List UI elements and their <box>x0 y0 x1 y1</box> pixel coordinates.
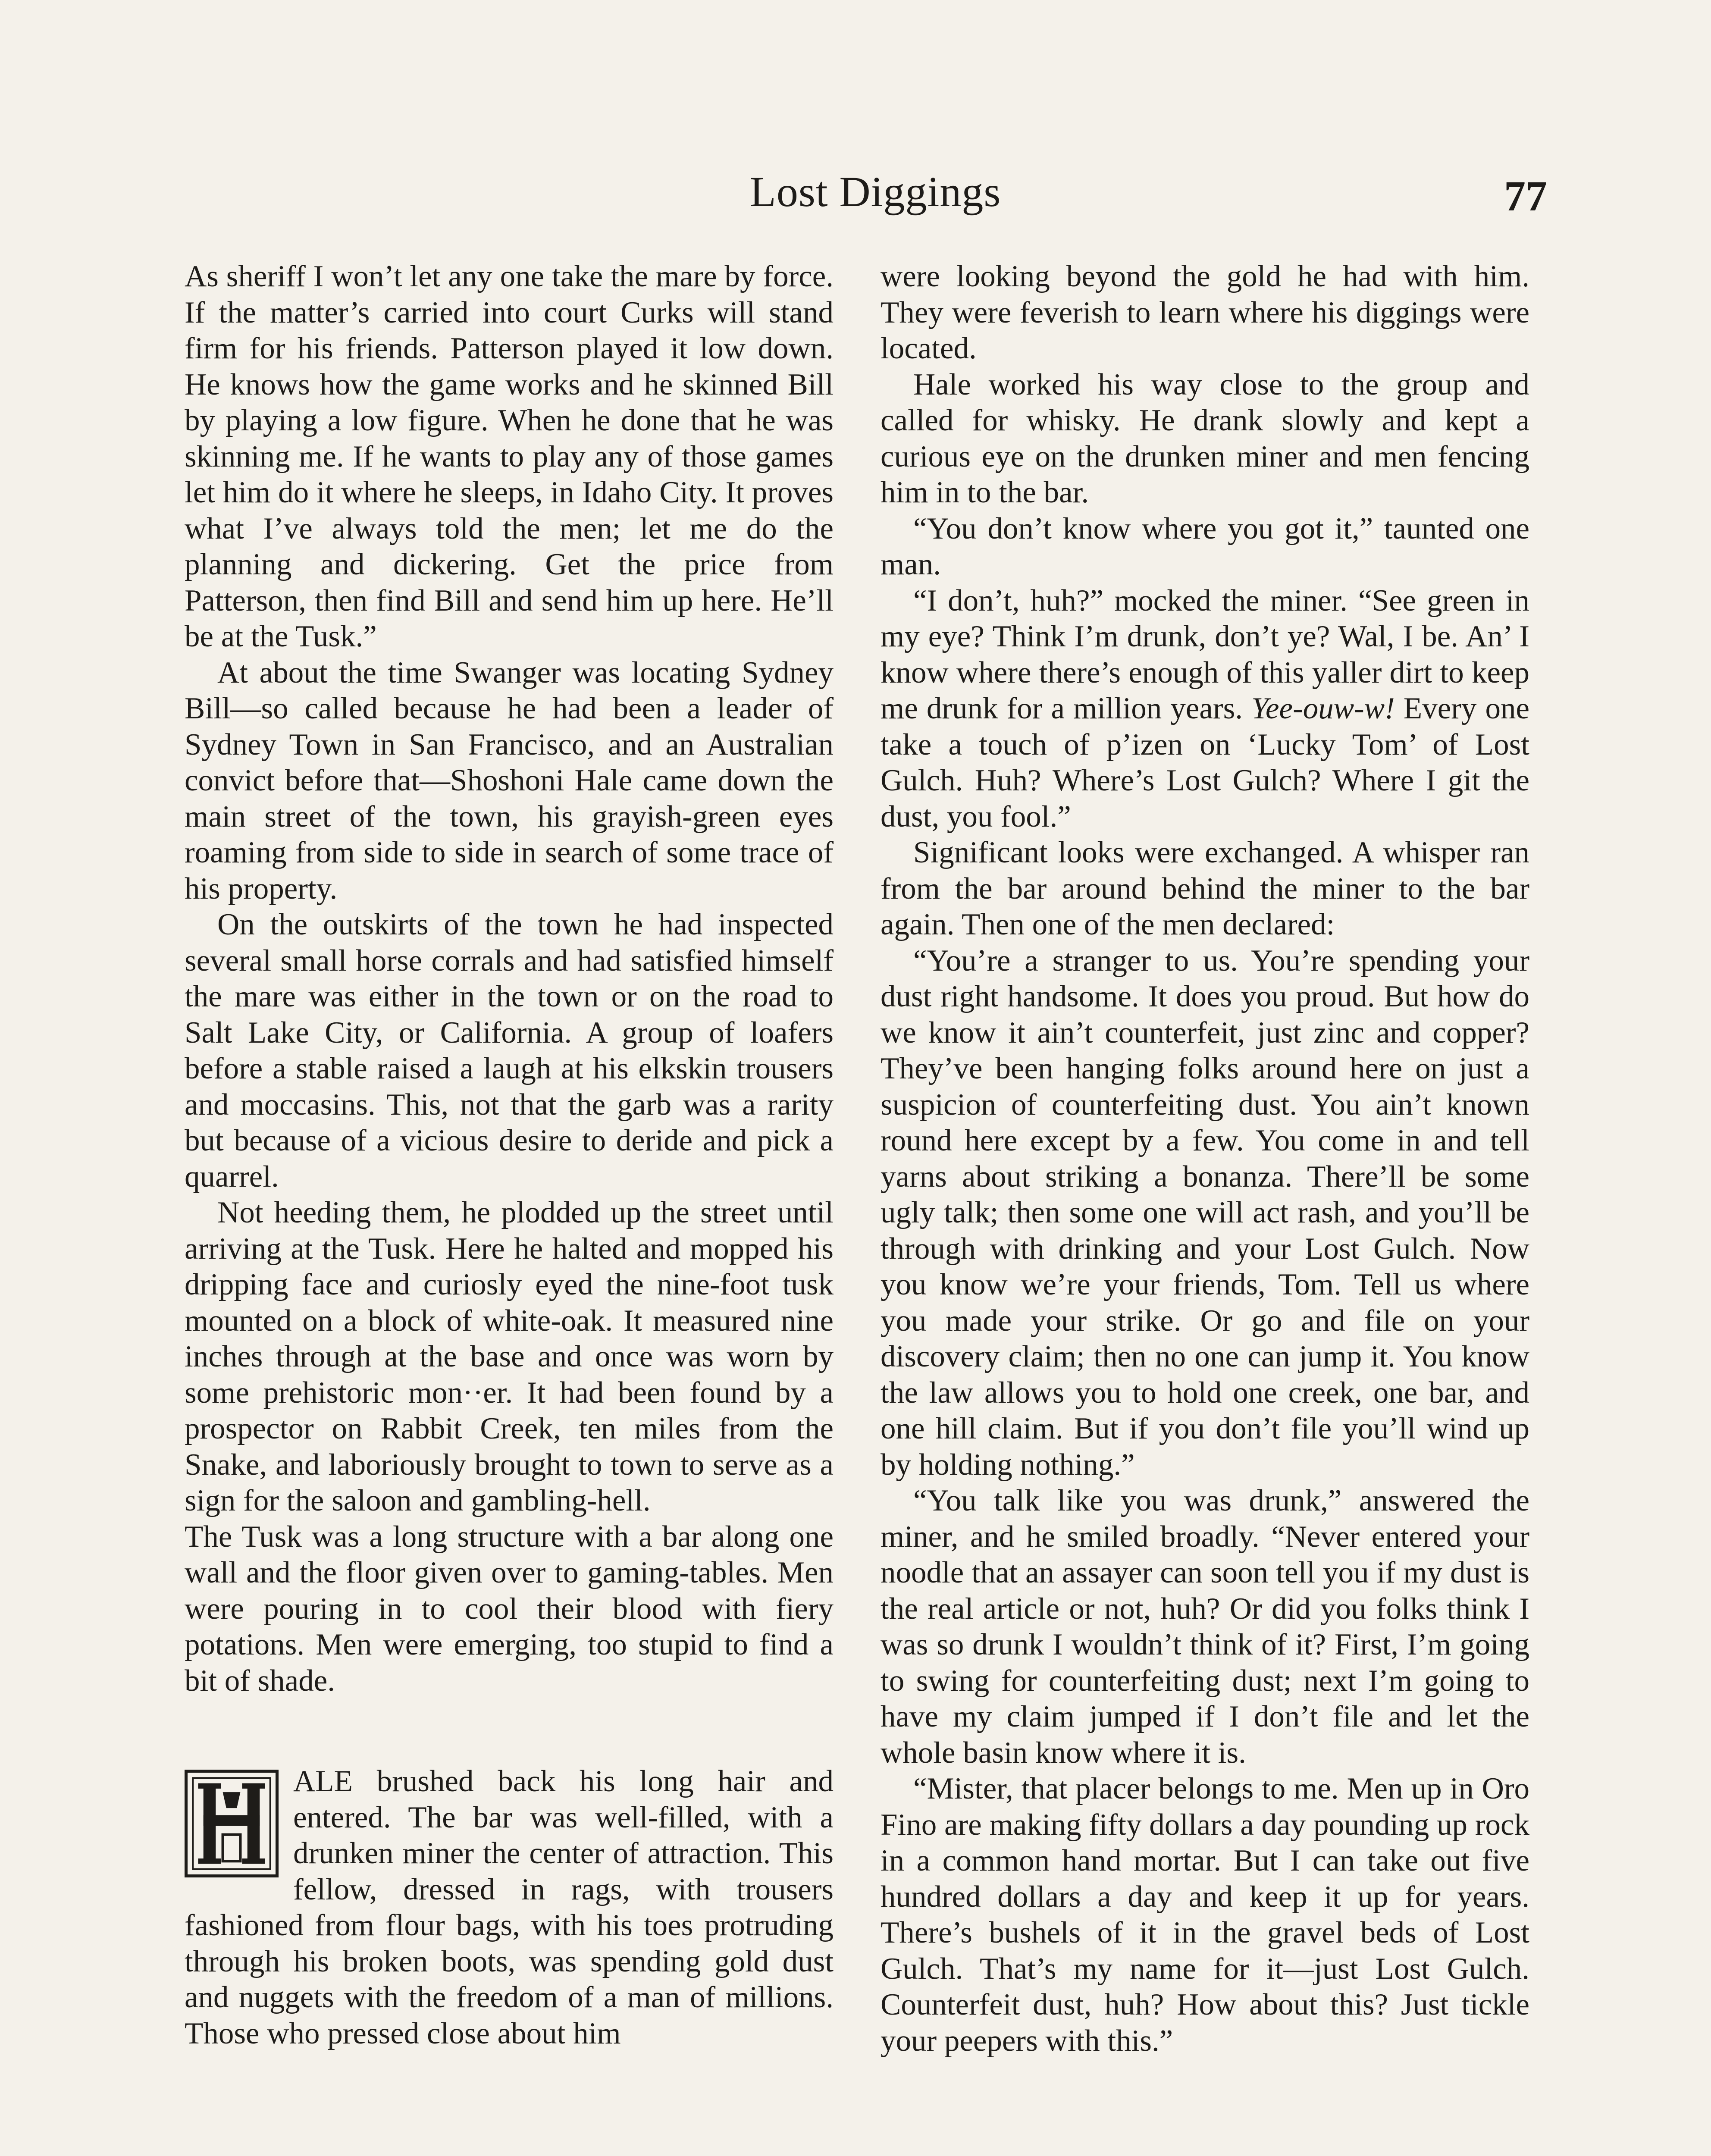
miner-yell: Yee-ouw-w! <box>1251 692 1395 725</box>
paragraph-text: Every one take a touch of p’izen on ‘Lucky Tom’ of Lost Gulch. Huh? Where’s Lost Gulch? Where I git the dust, you fool.” <box>881 692 1530 834</box>
paragraph: On the outskirts of the town he had inspected several small horse corrals and had satisfied himself the mare was either in the town or on the road to Salt Lake City, or California. A group of loafers before a stable raised a laugh at his elkskin trousers and moccasins. This, not that the garb was a rarity but because of a vicious desire to deride and pick a quarrel. <box>185 908 834 1194</box>
paragraph: Hale worked his way close to the group and called for whisky. He drank slowly and kept a curious eye on the drunken miner and men fencing him in to the bar. <box>881 367 1529 509</box>
running-head: Lost Diggings <box>749 168 1001 216</box>
drop-cap-paragraph <box>185 1764 834 2052</box>
drop-cap-letter <box>188 1773 276 1874</box>
paragraph <box>881 583 1529 835</box>
paragraph: “You talk like you was drunk,” answered the miner, and he smiled broadly. “Never entered your noodle that an assayer can soon tell you if my dust is the real article or not, huh? Or did you folks think I was so drunk I wouldn’t think of it? First, I’m going to swing for counterfeiting dust; next I’m going to have my claim jumped if I don’t file and let the whole basin know where it is. <box>881 1484 1529 1770</box>
paragraph: As sheriff I won’t let any one take the mare by force. If the matter’s carried into court Curks will stand firm for his friends. Patterson played it low down. He knows how the game works and he skinned Bill by playing a low figure. When he done that he was skinning me. If he wants to play any of those games let him do it where he sleeps, in Idaho City. It proves what I’ve always told the men; let me do the planning and dickering. Get the price from Patterson, then find Bill and send him up here. He’ll be at the Tusk.” <box>185 260 834 653</box>
drop-cap-h-ornament <box>185 1770 279 1877</box>
right-column <box>881 259 1529 2059</box>
paragraph: were looking beyond the gold he had with him. They were feverish to learn where his diggings were located. <box>881 260 1529 365</box>
left-column <box>185 259 834 2052</box>
paragraph: “You’re a stranger to us. You’re spending your dust right handsome. It does you proud. But how do we know it ain’t counterfeit, just zinc and copper? They’ve been hanging folks around here on just a suspicion of counterfeiting dust. You ain’t known round here except by a few. You come in and tell yarns about striking a bonanza. There’ll be some ugly talk; then some one will act rash, and you’ll be through with drinking and your Lost Gulch. Now you know we’re your friends, Tom. Tell us where you made your strike. Or go and file on your discovery claim; then no one can jump it. You know the law allows you to hold one creek, one bar, and one hill claim. But if you don’t file you’ll wind up by holding nothing.” <box>881 943 1529 1482</box>
paragraph: “You don’t know where you got it,” taunted one man. <box>881 511 1529 581</box>
paragraph: “Mister, that placer belongs to me. Men up in Oro Fino are making fifty dollars a day pounding up rock in a common hand mortar. But I can take out five hundred dollars a day and keep it up for years. There’s bushels of it in the gravel beds of Lost Gulch. That’s my name for it—just Lost Gulch. Counterfeit dust, huh? How about this? Just tickle your peepers with this.” <box>881 1772 1529 2058</box>
paragraph-text: “I don’t, huh?” mocked the miner. “See green in my eye? Think I’m drunk, don’t ye? Wal, I be. An’ I know where there’s enough of this yaller dirt to keep me drunk for a million years. <box>881 583 1529 725</box>
section-break <box>185 1699 834 1764</box>
paragraph: Significant looks were exchanged. A whisper ran from the bar around behind the miner to the bar again. Then one of the men declared: <box>881 836 1529 941</box>
paragraph: Not heeding them, he plodded up the street until arriving at the Tusk. Here he halted and mopped his dripping face and curiosly eyed the nine-foot tusk mounted on a block of white-oak. It measured nine inches through at the base and once was worn by some prehistoric mon··er. It had been found by a prospector on Rabbit Creek, ten miles from the Snake, and laboriously brought to town to serve as a sign for the saloon and gambling-hell. <box>185 1196 834 1517</box>
page-number: 77 <box>1504 172 1547 220</box>
paragraph: At about the time Swanger was locating Sydney Bill—so called because he had been a leader of Sydney Town in San Francisco, and an Australian convict before that—Shoshoni Hale came down the main street of the town, his grayish-green eyes roaming from side to side in search of some trace of his property. <box>185 655 834 906</box>
paragraph: The Tusk was a long structure with a bar along one wall and the floor given over to gaming-tables. Men were pouring in to cool their blood with fiery potations. Men were emerging, too stupid to find a bit of shade. <box>185 1520 834 1698</box>
drop-cap-paragraph-text: ALE brushed back his long hair and entered. The bar was well-filled, with a drunken miner the center of attraction. This fellow, dressed in rags, with trousers fashioned from flour bags, with his toes protruding through his broken boots, was spending gold dust and nuggets with the freedom of a man of millions. Those who pressed close about him <box>185 1764 834 2050</box>
